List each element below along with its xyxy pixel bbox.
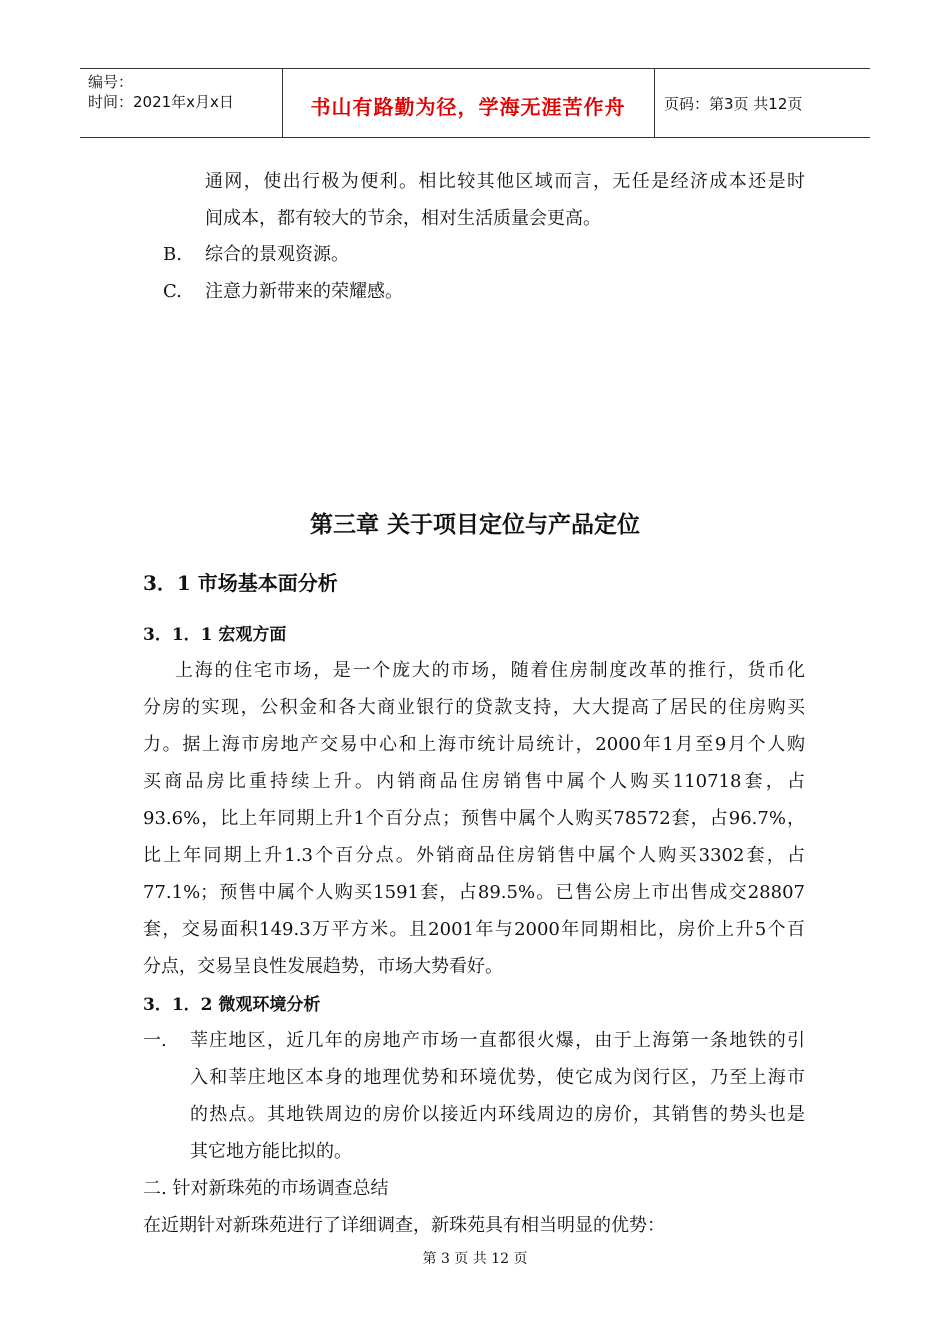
macro-line-9: 分点，交易呈良性发展趋势，市场大势看好。: [143, 956, 503, 977]
macro-line-3: 力。据上海市房地产交易中心和上海市统计局统计，2000年1月至9月个人购: [143, 734, 805, 755]
item1-line-4: 其它地方能比拟的。: [190, 1141, 352, 1162]
item-c-marker: C.: [163, 281, 182, 302]
document-header: [80, 68, 870, 138]
item-c-text: 注意力新带来的荣耀感。: [205, 281, 403, 302]
section-3-1-heading: 3．1 市场基本面分析: [143, 571, 338, 595]
item1-line-1: 莘庄地区，近几年的房地产市场一直都很火爆，由于上海第一条地铁的引: [190, 1030, 805, 1051]
macro-line-5: 93.6%，比上年同期上升1个百分点；预售中属个人购买78572套，占96.7%，: [143, 808, 805, 829]
item1-line-3: 的热点。其地铁周边的房价以接近内环线周边的房价，其销售的势头也是: [190, 1104, 805, 1125]
macro-line-8: 套，交易面积149.3万平方米。且2001年与2000年同期相比，房价上升5个百: [143, 919, 805, 940]
page-footer: 第 3 页 共 12 页: [422, 1251, 528, 1267]
section-3-1-1-heading: 3．1．1 宏观方面: [143, 625, 287, 645]
para1-line1: 通网，使出行极为便利。相比较其他区域而言，无任是经济成本还是时: [205, 171, 805, 192]
macro-line-1: 上海的住宅市场，是一个庞大的市场，随着住房制度改革的推行，货币化: [175, 660, 805, 681]
item-b-text: 综合的景观资源。: [205, 244, 349, 265]
item1-line-2: 入和莘庄地区本身的地理优势和环境优势，使它成为闵行区，乃至上海市: [190, 1067, 805, 1088]
item1-marker: 一.: [143, 1030, 167, 1051]
item2-heading: 二. 针对新珠苑的市场调查总结: [143, 1178, 389, 1199]
macro-line-7: 77.1%；预售中属个人购买1591套，占89.5%。已售公房上市出售成交28807: [143, 882, 805, 903]
motto-text: 书山有路勤为径，学海无涯苦作舟: [310, 95, 626, 119]
page-info: 页码：第3页 共12页: [664, 95, 803, 113]
section-3-1-2-heading: 3．1．2 微观环境分析: [143, 995, 321, 1015]
chapter-title: 第三章 关于项目定位与产品定位: [309, 511, 640, 538]
header-meta-cell: [80, 69, 283, 137]
header-motto-cell: [282, 69, 655, 137]
header-page-cell: [654, 69, 870, 137]
para1-line2: 间成本，都有较大的节余，相对生活质量会更高。: [205, 208, 601, 229]
macro-line-2: 分房的实现，公积金和各大商业银行的贷款支持，大大提高了居民的住房购买: [143, 697, 805, 718]
last-line: 在近期针对新珠苑进行了详细调查，新珠苑具有相当明显的优势：: [143, 1215, 665, 1236]
item-b-marker: B.: [163, 244, 182, 265]
macro-line-4: 买商品房比重持续上升。内销商品住房销售中属个人购买110718套，占: [143, 771, 805, 792]
macro-line-6: 比上年同期上升1.3个百分点。外销商品住房销售中属个人购买3302套，占: [143, 845, 805, 866]
date-label: 时间：2021年x月x日: [88, 93, 234, 111]
number-label: 编号：: [88, 73, 134, 91]
